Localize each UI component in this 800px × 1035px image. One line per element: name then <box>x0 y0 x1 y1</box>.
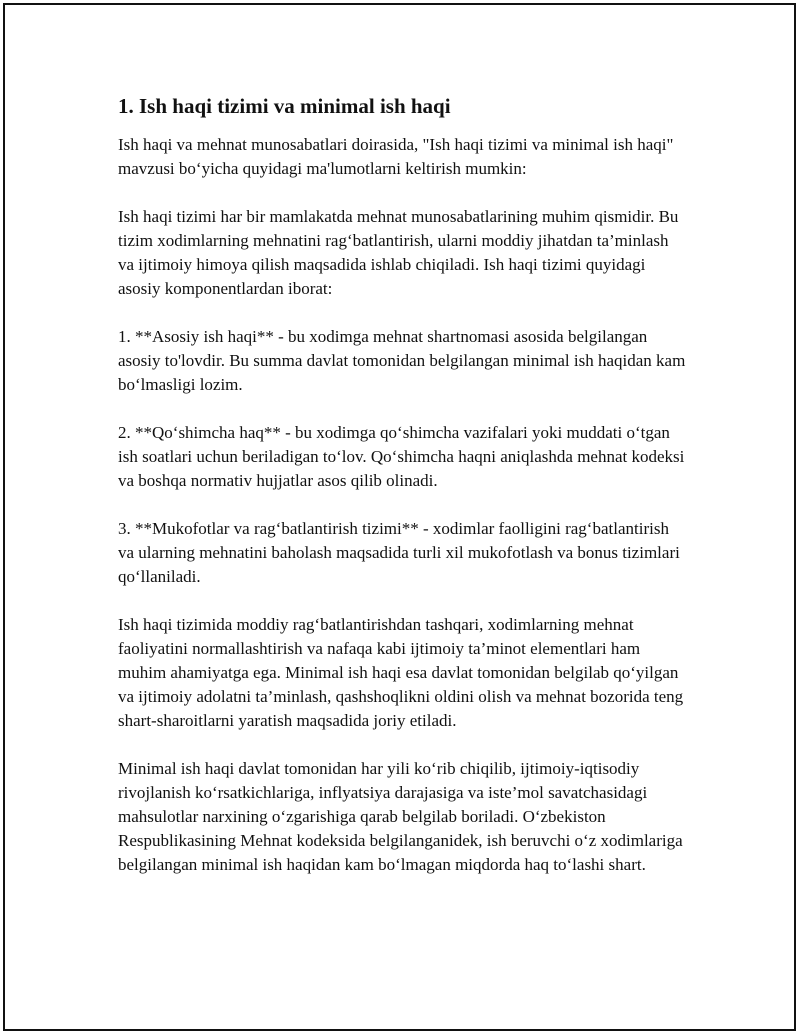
paragraph-item-2-extra-pay: 2. **Qo‘shimcha haq** - bu xodimga qo‘shimcha vazifalari yoki muddati o‘tgan ish soatlari uchun beriladigan to‘lov. Qo‘shimcha haqni aniqlashda mehnat kodeksi va boshqa normativ hujjatlar asos qilib olinadi. <box>118 423 685 490</box>
paragraph-intro: Ish haqi va mehnat munosabatlari doirasida, "Ish haqi tizimi va minimal ish haqi" mavzusi bo‘yicha quyidagi ma'lumotlarni keltirish mumkin: <box>118 135 674 178</box>
paragraph-minimum-wage: Minimal ish haqi davlat tomonidan har yili ko‘rib chiqilib, ijtimoiy-iqtisodiy rivojlanish ko‘rsatkichlariga, inflyatsiya darajasiga va iste’mol savatchasidagi mahsulotlar narxining o‘zgarishiga qarab belgilab boriladi. O‘zbekiston Respublikasining Mehnat kodeksida belgilanganidek, ish beruvchi o‘z xodimlariga belgilangan minimal ish haqidan kam bo‘lmagan miqdorda haq to‘lashi shart. <box>118 759 683 874</box>
document-title: 1. Ish haqi tizimi va minimal ish haqi <box>118 94 451 118</box>
paragraph-social-security: Ish haqi tizimida moddiy rag‘batlantirishdan tashqari, xodimlarning mehnat faoliyatini normallashtirish va nafaqa kabi ijtimoiy ta’minot elementlari ham muhim ahamiyatga ega. Minimal ish haqi esa davlat tomonidan belgilab qo‘yilgan va ijtimoiy adolatni ta’minlash, qashshoqlikni oldini olish va mehnat bozorida teng shart-sharoitlarni yaratish maqsadida joriy etiladi. <box>118 615 684 730</box>
paragraph-item-3-bonuses: 3. **Mukofotlar va rag‘batlantirish tizimi** - xodimlar faolligini rag‘batlantirish va ularning mehnatini baholash maqsadida turli xil mukofotlash va bonus tizimlari qo‘llaniladi. <box>118 519 680 586</box>
paragraph-wage-system: Ish haqi tizimi har bir mamlakatda mehnat munosabatlarining muhim qismidir. Bu tizim xodimlarning mehnatini rag‘batlantirish, ularni moddiy jihatdan ta’minlash va ijtimoiy himoya qilish maqsadida ishlab chiqiladi. Ish haqi tizimi quyidagi asosiy komponentlardan iborat: <box>118 207 679 298</box>
paragraph-item-1-base-salary: 1. **Asosiy ish haqi** - bu xodimga mehnat shartnomasi asosida belgilangan asosiy to'lovdir. Bu summa davlat tomonidan belgilangan minimal ish haqidan kam bo‘lmasligi lozim. <box>118 327 686 394</box>
document-body <box>118 92 688 901</box>
